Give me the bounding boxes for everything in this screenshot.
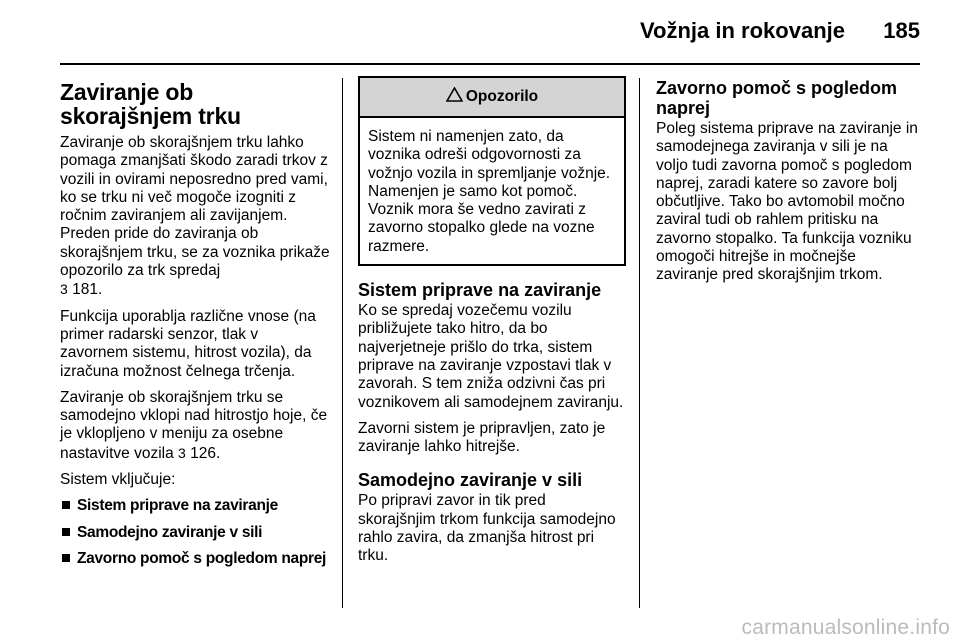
section-heading: Zaviranje ob skorajšnjem trku	[60, 79, 241, 129]
body-paragraph: Po pripravi zavor in tik pred skorajšnjim trkom funkcija samodejno rahlo zavira, da zmanjša hitrost pri trku.	[358, 492, 616, 565]
bullet-square-icon	[62, 501, 70, 509]
page-reference-link[interactable]: 181.	[72, 281, 103, 299]
right-column	[656, 78, 922, 293]
xref-arrow-icon: 3	[60, 281, 68, 298]
page-reference-link[interactable]: 126.	[190, 444, 221, 462]
list-item: Samodejno zaviranje v sili	[60, 524, 330, 542]
column-divider-left	[342, 78, 343, 608]
body-paragraph: Funkcija uporablja različne vnose (na primer radarski senzor, tlak v zavornem sistemu, hitrost vozila), da izračuna možnost čelnega trčenja.	[60, 307, 316, 380]
footer-watermark: carmanualsonline.info	[741, 616, 950, 639]
warning-title: Opozorilo	[465, 87, 539, 105]
paragraph-text: Zaviranje ob skorajšnjem trku lahko pomaga zmanjšati škodo zaradi trkov z vozili in ovirami neposredno pred vami, ko se trku ni več mogoče izogniti z ročnim zaviranjem ali zavijanjem. Preden pride do zaviranja ob skorajšnjem trku, se za voznika prikaže opozorilo za trk spredaj	[60, 134, 330, 280]
paragraph-text: Zaviranje ob skorajšnjem trku se samodejno vklopi nad hitrostjo hoje, če je vklopljeno v meniju za osebne nastavitve vozila	[60, 388, 328, 462]
list-item: Zavorno pomoč s pogledom naprej	[60, 550, 330, 568]
column-divider-right	[639, 78, 640, 608]
body-paragraph	[60, 389, 330, 463]
bullet-square-icon	[62, 528, 70, 536]
page-number: 185	[883, 18, 920, 43]
warning-header	[360, 78, 624, 118]
warning-text: Sistem ni namenjen zato, da voznika odreši odgovornosti za vožnjo vozila in spremljanje vožnje. Namenjen je samo kot pomoč. Voznik mora še vedno zavirati z zavorno stopalko glede na vozne razmere.	[368, 128, 611, 255]
body-paragraph: Sistem vključuje:	[60, 471, 176, 489]
header-rule	[60, 63, 920, 65]
body-paragraph: Ko se spredaj vozečemu vozilu približujete tako hitro, da bo najverjetneje prišlo do trka, sistem priprave na zaviranje vzpostavi tlak v zavorah. S tem zniža odzivni čas pri voznikovem ali samodejnem zaviranju.	[358, 302, 624, 411]
body-paragraph	[60, 134, 330, 300]
feature-list	[60, 497, 330, 568]
warning-triangle-icon	[446, 87, 463, 107]
warning-triangle-svg	[446, 87, 463, 102]
left-column	[60, 80, 330, 576]
body-paragraph: Zavorni sistem je pripravljen, zato je zaviranje lahko hitrejše.	[358, 419, 606, 456]
xref-arrow-icon: 3	[178, 444, 186, 461]
section-heading: Sistem priprave na zaviranje	[358, 280, 602, 301]
body-paragraph: Poleg sistema priprave na zaviranje in samodejnega zaviranja v sili je na voljo tudi zavorna pomoč s pogledom naprej, zaradi katere so zavore bolj občutljive. Tako bo avtomobil močno zaviral tudi ob rahlem pritisku na zavorno stopalko. Ta funkcija vozniku omogoči hitrejše in močnejše zaviranje pred skorajšnjim trkom.	[656, 120, 918, 284]
header-title: Vožnja in rokovanje	[640, 18, 845, 43]
bullet-square-icon	[62, 554, 70, 562]
list-item: Sistem priprave na zaviranje	[60, 497, 330, 515]
middle-column	[358, 80, 626, 574]
warning-box	[358, 76, 626, 266]
section-heading: Zavorno pomoč s pogledom naprej	[656, 78, 898, 118]
section-heading: Samodejno zaviranje v sili	[358, 470, 583, 491]
